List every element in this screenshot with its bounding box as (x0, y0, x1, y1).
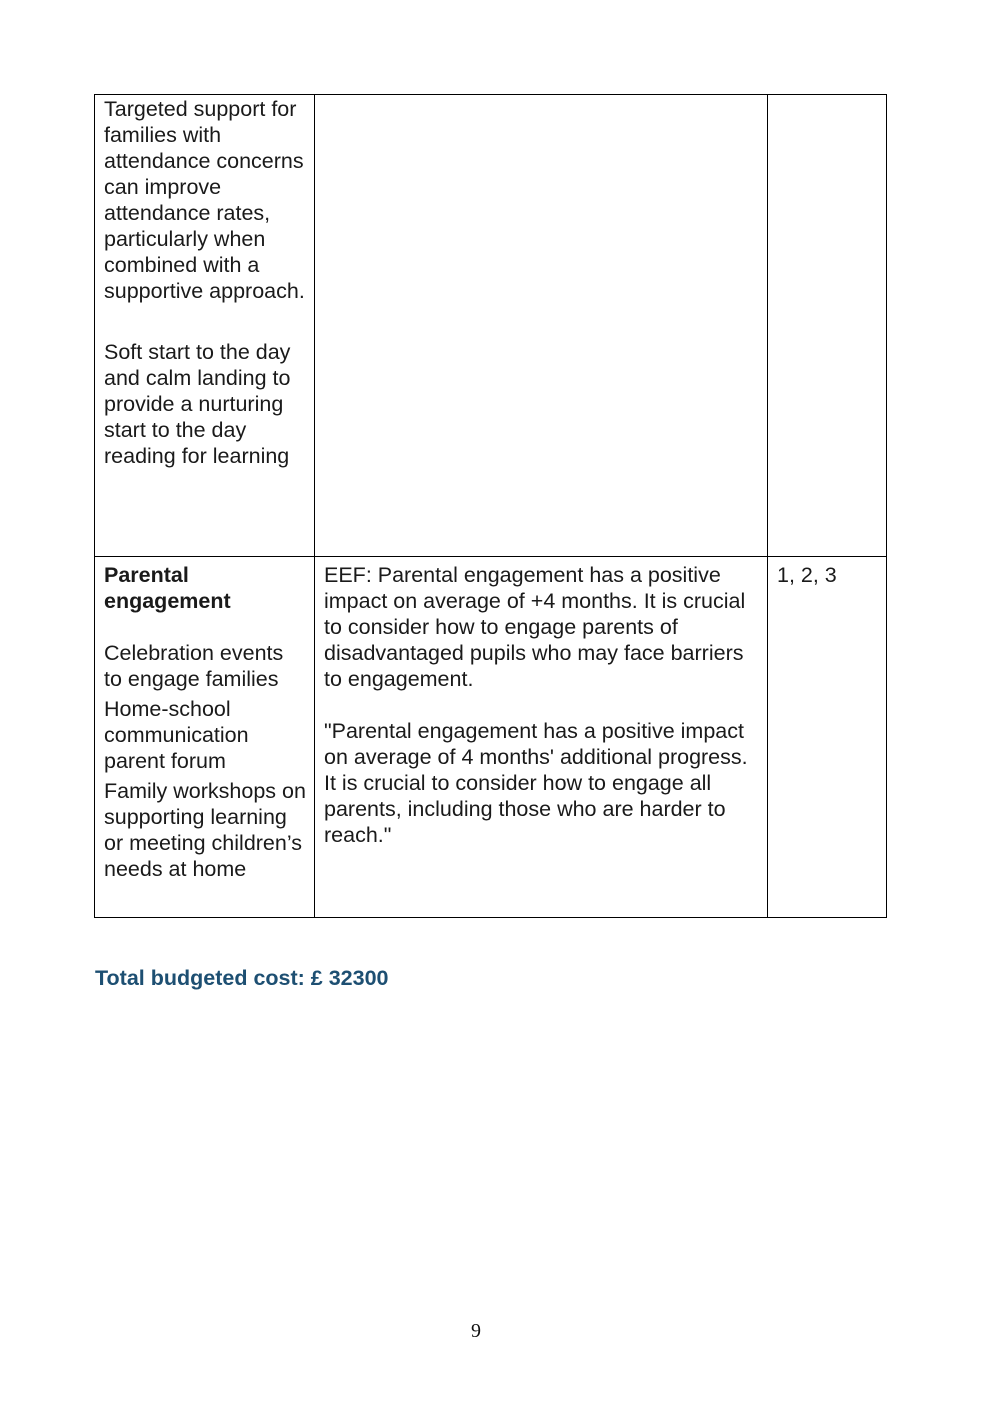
activity-cell (95, 557, 315, 918)
challenge-number-cell (768, 95, 887, 557)
strategy-table (94, 94, 887, 918)
activity-item: Home-school communication parent forum (104, 697, 249, 773)
page-number: 9 (471, 1320, 481, 1342)
activity-paragraph: Soft start to the day and calm landing to provide a nurturing start to the day reading for learning (104, 340, 291, 468)
activity-cell (95, 95, 315, 557)
activity-paragraph: Targeted support for families with attendance concerns can improve attendance rates, particularly when combined with a supportive approach. (104, 97, 305, 303)
evidence-paragraph: EEF: Parental engagement has a positive impact on average of +4 months. It is crucial to consider how to engage parents of disadvantaged pupils who may face barriers to engagement. (324, 563, 746, 691)
table-row (95, 95, 887, 557)
activity-item: Family workshops on supporting learning or meeting children’s needs at home (104, 779, 306, 881)
challenge-number-cell: 1, 2, 3 (768, 557, 887, 918)
evidence-cell (315, 557, 768, 918)
total-budgeted-cost: Total budgeted cost: £ 32300 (95, 966, 389, 990)
activity-item: Celebration events to engage families (104, 641, 284, 691)
evidence-cell (315, 95, 768, 557)
evidence-quote: "Parental engagement has a positive impact on average of 4 months' additional progress. It is crucial to consider how to engage all parents, including those who are harder to reach." (324, 719, 748, 847)
activity-heading: Parental engagement (104, 563, 231, 613)
table-row (95, 557, 887, 918)
